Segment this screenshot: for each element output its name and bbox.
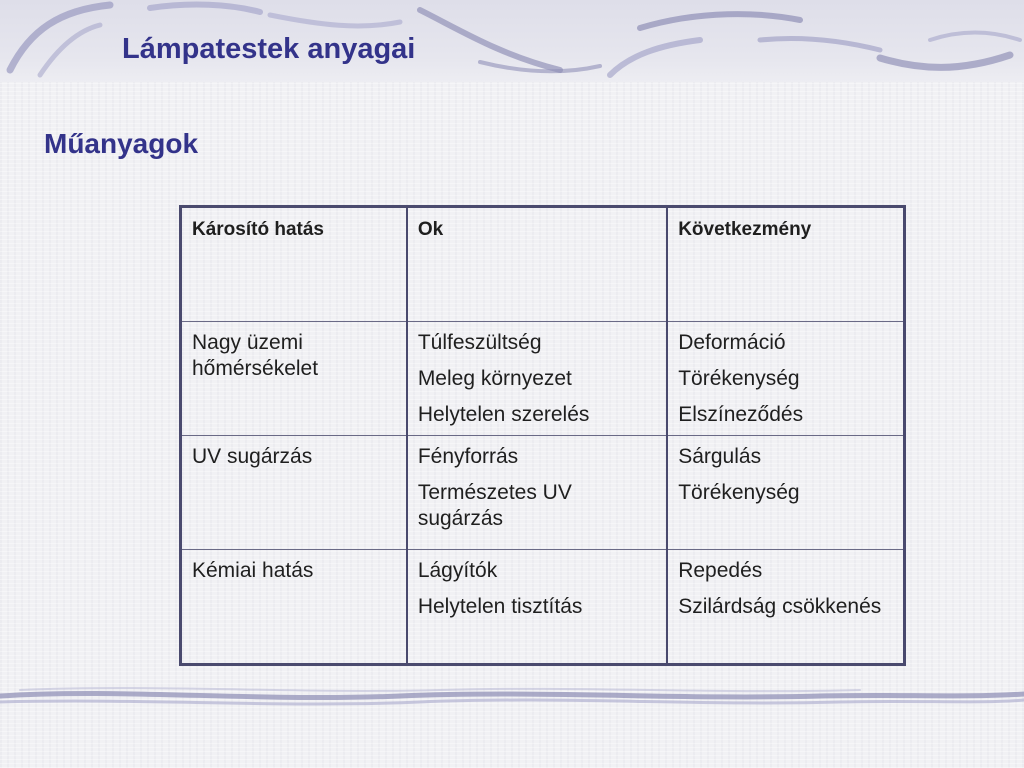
slide-title: Lámpatestek anyagai (122, 33, 416, 65)
effect-cell: Nagy üzemi hőmérsékelet (181, 322, 407, 436)
consequence-item: Repedés (678, 559, 763, 582)
header-cell-consequence: Következmény (667, 207, 904, 322)
cause-cell (407, 550, 667, 665)
consequence-cell (667, 550, 904, 665)
effect-cell: Kémiai hatás (181, 550, 407, 665)
header-cell-effect: Károsító hatás (181, 207, 407, 322)
effect-cell: UV sugárzás (181, 436, 407, 550)
header-cell-cause: Ok (407, 207, 667, 322)
cause-cell (407, 436, 667, 550)
consequence-item: Törékenység (678, 481, 800, 504)
cause-item: Helytelen tisztítás (417, 595, 583, 618)
consequence-item: Elszíneződés (678, 403, 804, 426)
consequence-cell (667, 436, 904, 550)
consequence-item: Sárgulás (678, 445, 762, 468)
table-row (181, 322, 905, 436)
cause-item: Meleg környezet (417, 367, 572, 390)
cause-item: Lágyítók (417, 559, 498, 582)
consequence-item: Deformáció (678, 331, 786, 354)
consequence-item: Törékenység (678, 367, 800, 390)
cause-item: Természetes UV sugárzás (417, 481, 572, 530)
footer-wave-decoration (0, 678, 1024, 718)
cause-item: Túlfeszültség (417, 331, 542, 354)
table-row (181, 550, 905, 665)
section-heading: Műanyagok (44, 128, 199, 159)
table-header-row (181, 207, 905, 322)
data-table (179, 205, 906, 666)
consequence-cell (667, 322, 904, 436)
table-row (181, 436, 905, 550)
cause-cell (407, 322, 667, 436)
consequence-item: Szilárdság csökkenés (678, 595, 882, 618)
cause-item: Fényforrás (417, 445, 519, 468)
cause-item: Helytelen szerelés (417, 403, 590, 426)
